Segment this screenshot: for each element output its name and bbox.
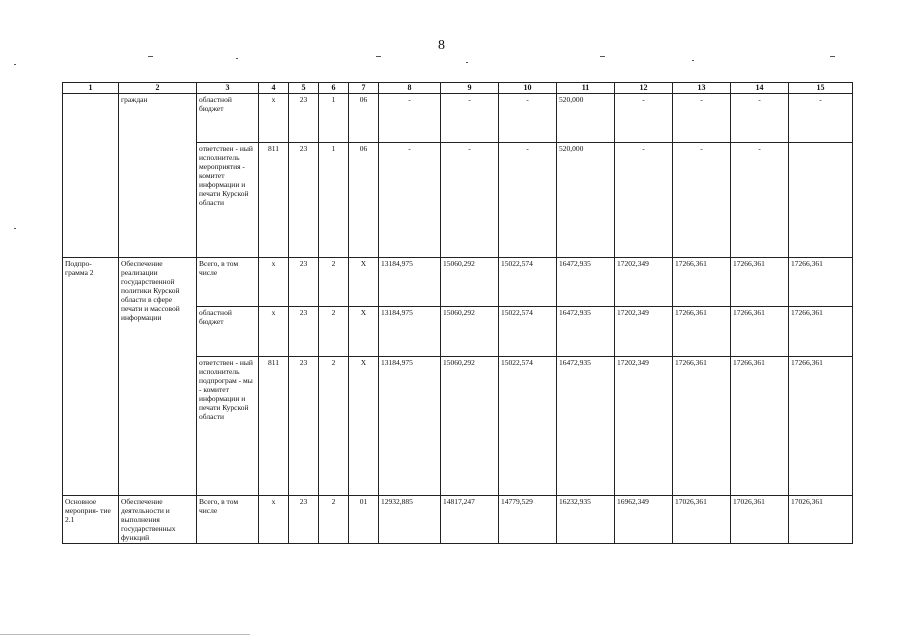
col-header-8: 8 bbox=[379, 83, 441, 94]
value-cell: 17266,361 bbox=[673, 257, 731, 306]
col-header-13: 13 bbox=[673, 83, 731, 94]
pgp-cell: 1 bbox=[319, 93, 349, 142]
value-cell: - bbox=[499, 142, 557, 257]
value-cell: 16962,349 bbox=[615, 495, 673, 543]
table-row bbox=[63, 93, 853, 142]
col-header-11: 11 bbox=[557, 83, 615, 94]
value-cell: - bbox=[673, 142, 731, 257]
value-cell: 17266,361 bbox=[673, 356, 731, 495]
om-cell: 01 bbox=[349, 495, 379, 543]
value-cell: 17266,361 bbox=[789, 356, 853, 495]
value-cell: 17026,361 bbox=[789, 495, 853, 543]
value-cell: - bbox=[379, 93, 441, 142]
gp-cell: 23 bbox=[289, 306, 319, 356]
value-cell: 15022,574 bbox=[499, 356, 557, 495]
gp-cell: 23 bbox=[289, 257, 319, 306]
om-cell: Х bbox=[349, 257, 379, 306]
gp-cell: 23 bbox=[289, 142, 319, 257]
value-cell: 15060,292 bbox=[441, 257, 499, 306]
grbs-cell: 811 bbox=[259, 356, 289, 495]
col-header-6: 6 bbox=[319, 83, 349, 94]
value-cell: - bbox=[499, 93, 557, 142]
gp-cell: 23 bbox=[289, 495, 319, 543]
source-cell: Всего, в том числе bbox=[197, 495, 259, 543]
grbs-cell: х bbox=[259, 495, 289, 543]
col-header-15: 15 bbox=[789, 83, 853, 94]
pgp-cell: 2 bbox=[319, 306, 349, 356]
om-cell: 06 bbox=[349, 93, 379, 142]
grbs-cell: х bbox=[259, 306, 289, 356]
name-cell: Обеспечение реализации государственной политики Курской области в сфере печати и массовой информации bbox=[119, 257, 197, 495]
value-cell: - bbox=[379, 142, 441, 257]
source-cell: областной бюджет bbox=[197, 93, 259, 142]
col-header-9: 9 bbox=[441, 83, 499, 94]
name-cell: граждан bbox=[119, 93, 197, 257]
value-cell: 17266,361 bbox=[673, 306, 731, 356]
value-cell: 13184,975 bbox=[379, 257, 441, 306]
status-cell: Основное мероприя- тие 2.1 bbox=[63, 495, 119, 543]
pgp-cell: 2 bbox=[319, 257, 349, 306]
gp-cell: 23 bbox=[289, 93, 319, 142]
scan-edge-line bbox=[0, 634, 250, 635]
value-cell: - bbox=[615, 142, 673, 257]
grbs-cell: х bbox=[259, 257, 289, 306]
pgp-cell: 2 bbox=[319, 495, 349, 543]
value-cell: 14779,529 bbox=[499, 495, 557, 543]
value-cell: 15022,574 bbox=[499, 306, 557, 356]
value-cell bbox=[789, 142, 853, 257]
om-cell: Х bbox=[349, 306, 379, 356]
value-cell: - bbox=[673, 93, 731, 142]
value-cell: 17202,349 bbox=[615, 306, 673, 356]
value-cell: 520,000 bbox=[557, 142, 615, 257]
value-cell: 17266,361 bbox=[789, 306, 853, 356]
grbs-cell: х bbox=[259, 93, 289, 142]
value-cell: - bbox=[441, 142, 499, 257]
source-cell: ответствен - ный исполнитель подпрограм - мы - комитет информации и печати Курской области bbox=[197, 356, 259, 495]
col-header-4: 4 bbox=[259, 83, 289, 94]
value-cell: 17266,361 bbox=[731, 306, 789, 356]
value-cell: - bbox=[441, 93, 499, 142]
value-cell: 17266,361 bbox=[789, 257, 853, 306]
value-cell: 17026,361 bbox=[673, 495, 731, 543]
source-cell: Всего, в том числе bbox=[197, 257, 259, 306]
value-cell: 16232,935 bbox=[557, 495, 615, 543]
value-cell: 16472,935 bbox=[557, 257, 615, 306]
grbs-cell: 811 bbox=[259, 142, 289, 257]
name-cell: Обеспечение деятельности и выполнения государственных функций bbox=[119, 495, 197, 543]
pgp-cell: 1 bbox=[319, 142, 349, 257]
col-header-12: 12 bbox=[615, 83, 673, 94]
header-row bbox=[63, 83, 853, 94]
value-cell: 15022,574 bbox=[499, 257, 557, 306]
value-cell: 17202,349 bbox=[615, 257, 673, 306]
om-cell: Х bbox=[349, 356, 379, 495]
status-cell: Подпро- грамма 2 bbox=[63, 257, 119, 495]
value-cell: 16472,935 bbox=[557, 306, 615, 356]
col-header-14: 14 bbox=[731, 83, 789, 94]
value-cell: - bbox=[731, 142, 789, 257]
value-cell: 15060,292 bbox=[441, 306, 499, 356]
value-cell: - bbox=[615, 93, 673, 142]
value-cell: - bbox=[731, 93, 789, 142]
col-header-7: 7 bbox=[349, 83, 379, 94]
value-cell: 17266,361 bbox=[731, 257, 789, 306]
value-cell: 13184,975 bbox=[379, 306, 441, 356]
pgp-cell: 2 bbox=[319, 356, 349, 495]
status-cell bbox=[63, 93, 119, 257]
col-header-5: 5 bbox=[289, 83, 319, 94]
budget-table bbox=[62, 82, 853, 544]
col-header-2: 2 bbox=[119, 83, 197, 94]
value-cell: 520,000 bbox=[557, 93, 615, 142]
table-row bbox=[63, 495, 853, 543]
value-cell: 13184,975 bbox=[379, 356, 441, 495]
col-header-10: 10 bbox=[499, 83, 557, 94]
value-cell: 15060,292 bbox=[441, 356, 499, 495]
value-cell: 17266,361 bbox=[731, 356, 789, 495]
om-cell: 06 bbox=[349, 142, 379, 257]
col-header-3: 3 bbox=[197, 83, 259, 94]
value-cell: 16472,935 bbox=[557, 356, 615, 495]
source-cell: ответствен - ный исполнитель мероприятия - комитет информации и печати Курской области bbox=[197, 142, 259, 257]
value-cell: 17026,361 bbox=[731, 495, 789, 543]
value-cell: 17202,349 bbox=[615, 356, 673, 495]
value-cell: 14817,247 bbox=[441, 495, 499, 543]
page-number: 8 bbox=[438, 38, 445, 53]
gp-cell: 23 bbox=[289, 356, 319, 495]
source-cell: областной бюджет bbox=[197, 306, 259, 356]
value-cell: - bbox=[789, 93, 853, 142]
table-row bbox=[63, 257, 853, 306]
col-header-1: 1 bbox=[63, 83, 119, 94]
value-cell: 12932,885 bbox=[379, 495, 441, 543]
